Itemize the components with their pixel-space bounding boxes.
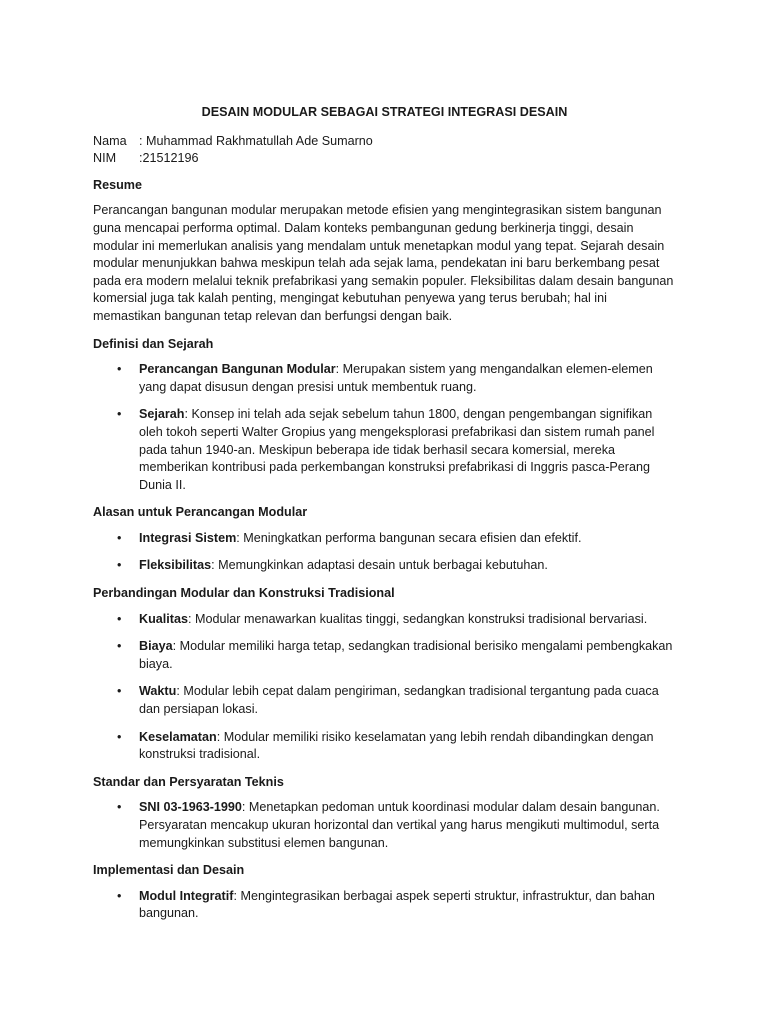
- section-heading: Alasan untuk Perancangan Modular: [93, 505, 308, 520]
- bullet-item: [93, 406, 676, 494]
- section-heading: Standar dan Persyaratan Teknis: [93, 774, 284, 789]
- sections-container: [93, 336, 676, 923]
- bullet-item: [93, 611, 676, 629]
- meta-name-key: Nama: [93, 133, 127, 148]
- bullet-text: : Merupakan sistem yang mengandalkan elemen-elemen yang dapat disusun dengan presisi untuk membentuk ruang.: [139, 362, 653, 394]
- bullet-term: Waktu: [139, 684, 177, 699]
- bullet-list: [93, 361, 676, 494]
- bullet-text: : Memungkinkan adaptasi desain untuk berbagai kebutuhan.: [211, 558, 548, 573]
- bullet-term: Perancangan Bangunan Modular: [139, 362, 336, 377]
- bullet-text: : Meningkatkan performa bangunan secara efisien dan efektif.: [236, 530, 582, 545]
- meta-nim-row: [93, 150, 676, 168]
- bullet-item: [93, 557, 676, 575]
- bullet-item: [93, 361, 676, 396]
- bullet-term: Modul Integratif: [139, 888, 234, 903]
- bullet-term: Sejarah: [139, 407, 185, 422]
- section-heading: Definisi dan Sejarah: [93, 336, 214, 351]
- meta-nim-key: NIM: [93, 151, 117, 166]
- bullet-text: : Modular memiliki risiko keselamatan yang lebih rendah dibandingkan dengan konstruksi tradisional.: [139, 729, 654, 762]
- bullet-term: SNI 03-1963-1990: [139, 800, 242, 815]
- meta-name-row: [93, 133, 676, 151]
- bullet-icon: •: [117, 407, 122, 422]
- bullet-list: [93, 888, 676, 923]
- bullet-icon: •: [117, 800, 122, 815]
- document-title: DESAIN MODULAR SEBAGAI STRATEGI INTEGRASI DESAIN: [201, 105, 568, 119]
- bullet-item: [93, 683, 676, 718]
- bullet-text: : Konsep ini telah ada sejak sebelum tahun 1800, dengan pengembangan signifikan oleh tokoh seperti Walter Gropius yang mengeksplorasi prefabrikasi dan sistem rumah panel pada tahun 1940-an. Meskipun beberapa ide tidak berhasil secara komersial, mereka memberikan kontribusi pada perkembangan konstruksi prefabrikasi di Inggris pasca-Perang Dunia II.: [139, 407, 655, 492]
- bullet-term: Fleksibilitas: [139, 558, 212, 573]
- bullet-term: Kualitas: [139, 611, 188, 626]
- section-heading: Perbandingan Modular dan Konstruksi Tradisional: [93, 586, 395, 601]
- bullet-list: [93, 799, 676, 852]
- resume-heading: Resume: [93, 177, 142, 192]
- bullet-item: [93, 729, 676, 764]
- bullet-text: : Modular memiliki harga tetap, sedangkan tradisional berisiko mengalami pembengkakan biaya.: [139, 639, 673, 671]
- bullet-list: [93, 611, 676, 764]
- bullet-icon: •: [117, 888, 122, 903]
- bullet-term: Biaya: [139, 639, 173, 654]
- bullet-item: [93, 799, 676, 852]
- bullet-text: : Menetapkan pedoman untuk koordinasi modular dalam desain bangunan. Persyaratan mencakup ukuran horizontal dan vertikal yang harus mengikuti multimodul, serta memungkinkan substitusi elemen bangunan.: [139, 800, 660, 850]
- bullet-icon: •: [117, 729, 122, 744]
- bullet-icon: •: [117, 611, 122, 626]
- bullet-icon: •: [117, 639, 122, 654]
- bullet-item: [93, 638, 676, 673]
- bullet-item: [93, 888, 676, 923]
- bullet-list: [93, 530, 676, 575]
- bullet-text: : Modular menawarkan kualitas tinggi, sedangkan konstruksi tradisional bervariasi.: [188, 611, 648, 626]
- bullet-item: [93, 530, 676, 548]
- bullet-icon: •: [117, 362, 122, 377]
- meta-name-value: : Muhammad Rakhmatullah Ade Sumarno: [139, 133, 373, 148]
- resume-paragraph: Perancangan bangunan modular merupakan metode efisien yang mengintegrasikan sistem bangunan guna mencapai performa optimal. Dalam konteks pembangunan gedung berkinerja tinggi, desain modular ini memerlukan analisis yang mendalam untuk menetapkan modul yang tepat. Sejarah desain modular menunjukkan bahwa meskipun telah ada sejak lama, pendekatan ini baru berkembang pesat pada era modern melalui teknik prefabrikasi yang semakin populer. Fleksibilitas dalam desain bangunan komersial juga tak kalah penting, mengingat kebutuhan penyewa yang terus berubah; hal ini memastikan bangunan tetap relevan dan berfungsi dengan baik.: [93, 203, 674, 323]
- bullet-text: : Mengintegrasikan berbagai aspek seperti struktur, infrastruktur, dan bahan bangunan.: [139, 888, 655, 921]
- bullet-term: Integrasi Sistem: [139, 530, 237, 545]
- bullet-icon: •: [117, 684, 122, 699]
- section-heading: Implementasi dan Desain: [93, 863, 245, 878]
- bullet-text: : Modular lebih cepat dalam pengiriman, sedangkan tradisional tergantung pada cuaca dan persiapan lokasi.: [139, 684, 659, 717]
- bullet-icon: •: [117, 558, 122, 573]
- bullet-term: Keselamatan: [139, 729, 217, 744]
- bullet-icon: •: [117, 530, 122, 545]
- meta-nim-value: :21512196: [139, 151, 199, 166]
